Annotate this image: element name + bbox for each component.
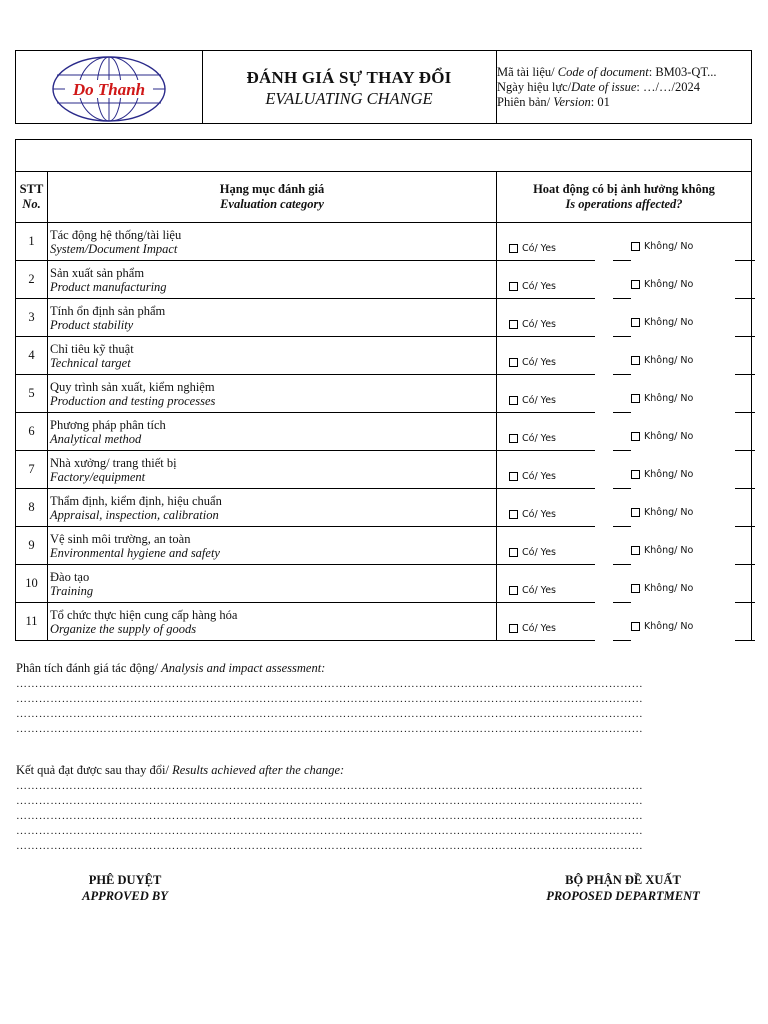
table-row (16, 527, 752, 565)
yes-label: Có/ Yes (522, 318, 557, 330)
checkbox-icon[interactable] (631, 622, 640, 631)
row-category (48, 299, 497, 337)
table-row (16, 375, 752, 413)
no-checkbox[interactable] (631, 507, 693, 518)
no-underline (735, 640, 755, 641)
results-line-1[interactable]: ………………………………………………………………………………………………………………………………………………… (16, 780, 643, 792)
yes-label: Có/ Yes (522, 546, 557, 558)
no-checkbox[interactable] (631, 241, 693, 252)
row-category (48, 413, 497, 451)
category-vi: Chỉ tiêu kỹ thuật (50, 341, 134, 356)
yes-checkbox[interactable] (509, 547, 556, 558)
row-category (48, 603, 497, 641)
row-category (48, 489, 497, 527)
company-logo (51, 55, 167, 123)
yes-checkbox[interactable] (509, 281, 556, 292)
category-en: Product stability (50, 317, 134, 332)
checkbox-icon[interactable] (631, 584, 640, 593)
no-label: Không/ No (644, 506, 694, 518)
document-header (15, 50, 752, 124)
category-vi: Nhà xưởng/ trang thiết bị (50, 455, 177, 470)
table-row (16, 337, 752, 375)
yes-checkbox[interactable] (509, 395, 556, 406)
category-en: Training (50, 583, 94, 598)
no-checkbox[interactable] (631, 545, 693, 556)
row-category (48, 451, 497, 489)
checkbox-icon[interactable] (509, 320, 518, 329)
no-checkbox[interactable] (631, 621, 693, 632)
checkbox-icon[interactable] (631, 356, 640, 365)
table-row (16, 413, 752, 451)
no-checkbox[interactable] (631, 355, 693, 366)
yes-label: Có/ Yes (522, 508, 557, 520)
yes-checkbox[interactable] (509, 471, 556, 482)
proposed-en: PROPOSED DEPARTMENT (546, 889, 700, 903)
no-checkbox[interactable] (631, 279, 693, 290)
no-label: Không/ No (644, 316, 694, 328)
analysis-line-2[interactable]: ………………………………………………………………………………………………………………………………………………… (16, 693, 643, 705)
no-label: Không/ No (644, 582, 694, 594)
no-label: Không/ No (644, 430, 694, 442)
doc-date: Ngày hiệu lực/Date of issue: …/…/2024 (497, 80, 700, 94)
approved-by-block (40, 872, 210, 904)
analysis-label: Phân tích đánh giá tác động/ Analysis and impact assessment: (16, 661, 326, 675)
results-line-5[interactable]: ………………………………………………………………………………………………………………………………………………… (16, 840, 643, 852)
row-number: 4 (16, 337, 48, 375)
col-header-no: STT No. (16, 172, 48, 223)
title-en: EVALUATING CHANGE (265, 89, 433, 108)
affected-options (497, 337, 752, 375)
table-row (16, 565, 752, 603)
blank-row (15, 139, 752, 172)
category-vi: Tổ chức thực hiện cung cấp hàng hóa (50, 607, 238, 622)
table-row (16, 489, 752, 527)
proposed-vi: BỘ PHẬN ĐỀ XUẤT (565, 873, 681, 887)
proposed-dept-block (518, 872, 728, 904)
title-vi: ĐÁNH GIÁ SỰ THAY ĐỔI (246, 68, 452, 87)
no-checkbox[interactable] (631, 583, 693, 594)
evaluation-table (15, 171, 752, 641)
yes-label: Có/ Yes (522, 584, 557, 596)
no-checkbox[interactable] (631, 317, 693, 328)
category-vi: Vệ sinh môi trường, an toàn (50, 531, 191, 546)
category-en: Product manufacturing (50, 279, 167, 294)
yes-label: Có/ Yes (522, 622, 557, 634)
row-category (48, 223, 497, 261)
row-number: 2 (16, 261, 48, 299)
col-header-affected: Hoat động có bị ảnh hưởng không Is operations affected? (497, 172, 752, 223)
category-vi: Tính ổn định sản phẩm (50, 303, 166, 318)
affected-options (497, 413, 752, 451)
checkbox-icon[interactable] (509, 282, 518, 291)
yes-checkbox[interactable] (509, 509, 556, 520)
no-label: Không/ No (644, 392, 694, 404)
affected-options (497, 223, 752, 261)
checkbox-icon[interactable] (631, 432, 640, 441)
no-checkbox[interactable] (631, 393, 693, 404)
row-number: 1 (16, 223, 48, 261)
doc-info-cell (497, 51, 751, 123)
affected-options (497, 375, 752, 413)
logo-text: Do Thanh (72, 80, 146, 99)
no-label: Không/ No (644, 354, 694, 366)
no-label: Không/ No (644, 468, 694, 480)
category-vi: Phương pháp phân tích (50, 417, 166, 432)
row-number: 10 (16, 565, 48, 603)
yes-checkbox[interactable] (509, 623, 556, 634)
row-number: 8 (16, 489, 48, 527)
checkbox-icon[interactable] (631, 280, 640, 289)
table-row (16, 299, 752, 337)
affected-options (497, 299, 752, 337)
checkbox-icon[interactable] (509, 472, 518, 481)
yes-label: Có/ Yes (522, 394, 557, 406)
results-line-2[interactable]: ………………………………………………………………………………………………………………………………………………… (16, 795, 643, 807)
checkbox-icon[interactable] (509, 548, 518, 557)
affected-options (497, 451, 752, 489)
table-row (16, 451, 752, 489)
no-label: Không/ No (644, 278, 694, 290)
row-category (48, 527, 497, 565)
row-category (48, 565, 497, 603)
yes-checkbox[interactable] (509, 243, 556, 254)
approved-en: APPROVED BY (82, 889, 168, 903)
checkbox-icon[interactable] (509, 434, 518, 443)
table-row (16, 223, 752, 261)
category-en: Production and testing processes (50, 393, 216, 408)
doc-code: Mã tài liệu/ Code of document: BM03-QT... (497, 65, 717, 79)
checkbox-icon[interactable] (509, 396, 518, 405)
checkbox-icon[interactable] (631, 546, 640, 555)
yes-checkbox[interactable] (509, 357, 556, 368)
yes-underline (497, 640, 595, 641)
yes-checkbox[interactable] (509, 433, 556, 444)
yes-label: Có/ Yes (522, 280, 557, 292)
category-en: Environmental hygiene and safety (50, 545, 220, 560)
category-en: Appraisal, inspection, calibration (50, 507, 219, 522)
affected-options (497, 565, 752, 603)
category-vi: Quy trình sản xuất, kiểm nghiệm (50, 379, 215, 394)
category-vi: Sản xuất sản phẩm (50, 265, 145, 280)
checkbox-icon[interactable] (509, 586, 518, 595)
category-en: Organize the supply of goods (50, 621, 197, 636)
checkbox-icon[interactable] (509, 244, 518, 253)
no-label: Không/ No (644, 544, 694, 556)
logo-cell (16, 51, 203, 123)
affected-options (497, 603, 752, 641)
checkbox-icon[interactable] (631, 394, 640, 403)
table-row (16, 261, 752, 299)
affected-options (497, 489, 752, 527)
affected-options (497, 527, 752, 565)
yes-label: Có/ Yes (522, 432, 557, 444)
yes-checkbox[interactable] (509, 585, 556, 596)
checkbox-icon[interactable] (509, 510, 518, 519)
category-vi: Tác động hệ thống/tài liệu (50, 227, 182, 242)
results-line-3[interactable]: ………………………………………………………………………………………………………………………………………………… (16, 810, 643, 822)
row-number: 9 (16, 527, 48, 565)
category-en: Analytical method (50, 431, 142, 446)
title-cell (202, 51, 497, 123)
yes-label: Có/ Yes (522, 243, 557, 254)
row-number: 7 (16, 451, 48, 489)
row-category (48, 375, 497, 413)
yes-label: Có/ Yes (522, 356, 557, 368)
row-number: 5 (16, 375, 48, 413)
no-checkbox[interactable] (631, 431, 693, 442)
category-en: Technical target (50, 355, 131, 370)
no-checkbox[interactable] (631, 469, 693, 480)
analysis-line-3[interactable]: ………………………………………………………………………………………………………………………………………………… (16, 708, 643, 720)
table-row (16, 603, 752, 641)
affected-options (497, 261, 752, 299)
approved-vi: PHÊ DUYỆT (88, 873, 162, 887)
checkbox-icon[interactable] (631, 318, 640, 327)
analysis-line-1[interactable]: ………………………………………………………………………………………………………………………………………………… (16, 678, 643, 690)
doc-version: Phiên bản/ Version: 01 (497, 95, 610, 109)
category-vi: Thẩm định, kiểm định, hiệu chuẩn (50, 493, 222, 508)
row-number: 3 (16, 299, 48, 337)
checkbox-icon[interactable] (631, 242, 640, 251)
row-category (48, 337, 497, 375)
results-label: Kết quả đạt được sau thay đổi/ Results achieved after the change: (16, 763, 345, 777)
row-number: 6 (16, 413, 48, 451)
col-header-category: Hạng mục đánh giá Evaluation category (48, 172, 497, 223)
checkbox-icon[interactable] (509, 358, 518, 367)
mid-underline (613, 640, 631, 641)
row-number: 11 (16, 603, 48, 641)
checkbox-icon[interactable] (509, 624, 518, 633)
results-line-4[interactable]: ………………………………………………………………………………………………………………………………………………… (16, 825, 643, 837)
checkbox-icon[interactable] (631, 508, 640, 517)
yes-label: Có/ Yes (522, 470, 557, 482)
row-category (48, 261, 497, 299)
no-label: Không/ No (644, 620, 694, 632)
no-label: Không/ No (644, 241, 694, 252)
yes-checkbox[interactable] (509, 319, 556, 330)
category-en: System/Document Impact (50, 241, 178, 256)
category-en: Factory/equipment (50, 469, 146, 484)
category-vi: Đào tạo (50, 569, 90, 584)
analysis-line-4[interactable]: ………………………………………………………………………………………………………………………………………………… (16, 723, 643, 735)
checkbox-icon[interactable] (631, 470, 640, 479)
